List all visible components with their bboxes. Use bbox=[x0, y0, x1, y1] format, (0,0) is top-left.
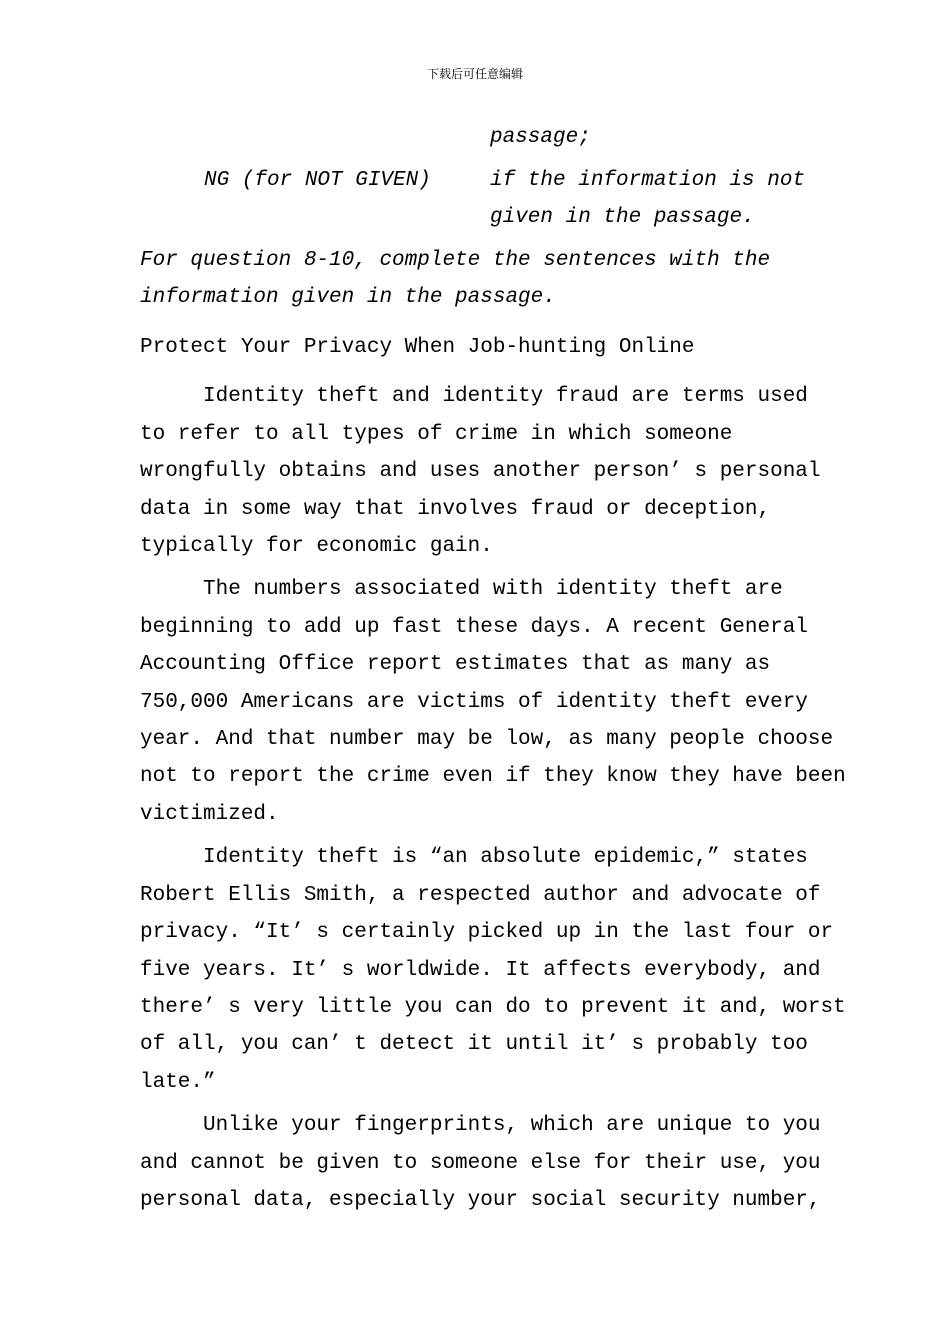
paragraph-line: and cannot be given to someone else for their use, you bbox=[140, 1151, 821, 1175]
legend-passage-tail: passage; bbox=[490, 126, 591, 149]
paragraph-line: Unlike your fingerprints, which are unique to you bbox=[140, 1114, 821, 1138]
article-title: Protect Your Privacy When Job-hunting Online bbox=[140, 336, 695, 359]
paragraph-line: Identity theft is “an absolute epidemic,” states bbox=[140, 846, 808, 870]
legend-ng-description-line-1: if the information is not bbox=[490, 169, 806, 192]
paragraph-line: typically for economic gain. bbox=[140, 535, 493, 559]
paragraph-line: wrongfully obtains and uses another person’ s personal bbox=[140, 460, 821, 484]
paragraph bbox=[140, 839, 846, 1101]
paragraph-line: victimized. bbox=[140, 802, 279, 826]
paragraph-line: not to report the crime even if they know they have been bbox=[140, 765, 846, 789]
instruction-line: For question 8-10, complete the sentences with the bbox=[140, 249, 771, 272]
legend-ng-term: NG (for NOT GIVEN) bbox=[204, 169, 431, 192]
instruction bbox=[140, 242, 820, 316]
paragraph-line: of all, you can’ t detect it until it’ s probably too bbox=[140, 1033, 808, 1057]
paragraph bbox=[140, 571, 846, 833]
instruction-line: information given in the passage. bbox=[140, 286, 556, 309]
paragraph bbox=[140, 378, 830, 565]
paragraph-line: 750,000 Americans are victims of identity theft every bbox=[140, 690, 808, 714]
paragraph-line: data in some way that involves fraud or deception, bbox=[140, 497, 771, 521]
paragraph-line: to refer to all types of crime in which someone bbox=[140, 422, 733, 446]
paragraph-line: The numbers associated with identity theft are bbox=[140, 578, 783, 602]
paragraph-line: there’ s very little you can do to prevent it and, worst bbox=[140, 995, 846, 1019]
paragraph-line: year. And that number may be low, as many people choose bbox=[140, 728, 834, 752]
paragraph bbox=[140, 1107, 830, 1219]
paragraph-line: personal data, especially your social security number, bbox=[140, 1188, 821, 1212]
legend-ng-description-line-2: given in the passage. bbox=[490, 206, 755, 229]
paragraph-line: privacy. “It’ s certainly picked up in the last four or bbox=[140, 921, 834, 945]
paragraph-line: beginning to add up fast these days. A recent General bbox=[140, 615, 808, 639]
paragraph-line: Accounting Office report estimates that as many as bbox=[140, 653, 771, 677]
paragraph-line: Robert Ellis Smith, a respected author and advocate of bbox=[140, 883, 821, 907]
paragraph-line: five years. It’ s worldwide. It affects everybody, and bbox=[140, 958, 821, 982]
header-note: 下载后可任意编辑 bbox=[426, 67, 523, 81]
article bbox=[140, 329, 846, 1225]
paragraph-line: late.” bbox=[140, 1070, 216, 1094]
paragraph-line: Identity theft and identity fraud are terms used bbox=[140, 385, 808, 409]
